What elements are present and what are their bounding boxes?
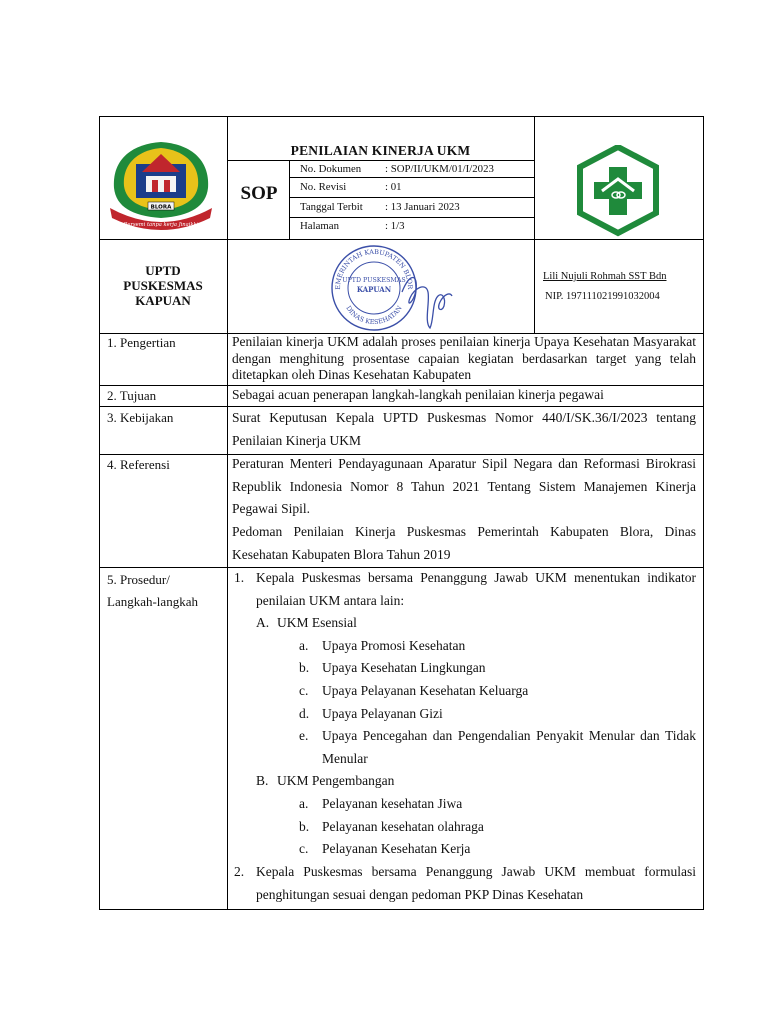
referensi-text-1: Peraturan Menteri Pendayagunaan Aparatur Sipil Negara dan Reformasi Birokrasi Republik Indonesia Nomor 8 Tahun 2021 Tentang Sistem Manajemen Kinerja Pegawai Sipil. [232, 456, 696, 517]
tujuan-text: Sebagai acuan penerapan langkah-langkah penilaian kinerja pegawai [232, 387, 604, 402]
pengertian-text: Penilaian kinerja UKM adalah proses penilaian kinerja Upaya Kesehatan Masyarakat dengan menghitung prosentase capaian kegiatan berdasarkan target yang telah ditetapkan oleh Dinas Kesehatan Kabupaten [232, 334, 696, 382]
group-a-item-number: b. [299, 660, 310, 675]
step-2-text: Kepala Puskesmas bersama Penanggung Jawab UKM membuat formulasi penghitungan sesuai dengan pedoman PKP Dinas Kesehatan [256, 864, 696, 902]
referensi-label: 4. Referensi [107, 457, 170, 472]
group-b-number: B. [256, 773, 269, 788]
org-name-line3: KAPUAN [135, 293, 191, 308]
group-a-item-number: d. [299, 706, 310, 721]
group-a-item-number: a. [299, 638, 309, 653]
handwritten-signature [396, 262, 456, 332]
stamp-bottom-text: DINAS KESEHATAN [344, 304, 404, 327]
meta-doc-number-label: No. Dokumen [300, 163, 362, 175]
meta-revision-label: No. Revisi [300, 181, 347, 193]
meta-revision-value: : 01 [385, 181, 402, 193]
group-a-item-text: Upaya Kesehatan Lingkungan [322, 660, 486, 675]
group-b-label: UKM Pengembangan [277, 773, 395, 788]
group-a-label: UKM Esensial [277, 615, 357, 630]
blora-regency-logo [106, 138, 216, 230]
column-divider [227, 116, 228, 910]
step-1-text: Kepala Puskesmas bersama Penanggung Jawab UKM menentukan indikator penilaian UKM antara lain: [256, 570, 696, 608]
org-name-line1: UPTD [145, 263, 181, 278]
org-name-line2: PUSKESMAS [123, 278, 203, 293]
group-a-item-text: Upaya Pelayanan Kesehatan Keluarga [322, 683, 529, 698]
meta-divider [289, 217, 534, 218]
svg-text:DINAS KESEHATAN [344, 304, 404, 326]
svg-text:Bersemi tanpa kerja Jinaikki: Bersemi tanpa kerja Jinaikki [123, 222, 199, 228]
group-b-item-text: Pelayanan kesehatan olahraga [322, 819, 484, 834]
group-a-item-text: Upaya Pencegahan dan Pengendalian Penyakit Menular dan Tidak Menular [322, 728, 696, 766]
step-1-number: 1. [234, 570, 245, 585]
stamp-center-line1: UPTD PUSKESMAS [342, 277, 406, 284]
meta-doc-number-value: : SOP/II/UKM/01/I/2023 [385, 163, 494, 175]
meta-divider [289, 197, 534, 198]
meta-page-value: : 1/3 [385, 220, 405, 232]
referensi-text-2: Pedoman Penilaian Kinerja Puskesmas Pemerintah Kabupaten Blora, Dinas Kesehatan Kabupaten Blora Tahun 2019 [232, 524, 696, 562]
title-divider [227, 160, 534, 161]
group-b-item-number: c. [299, 841, 309, 856]
prosedur-label-line1: 5. Prosedur/ [107, 572, 170, 587]
group-b-item-text: Pelayanan kesehatan Jiwa [322, 796, 463, 811]
meta-divider [289, 177, 534, 178]
meta-issue-date-label: Tanggal Terbit [300, 201, 363, 213]
svg-text:BLORA: BLORA [150, 204, 172, 211]
pengertian-label: 1. Pengertian [107, 335, 176, 350]
stamp-center-line2: KAPUAN [356, 285, 392, 294]
signer-nip: NIP. 197111021991032004 [545, 291, 660, 302]
column-divider [289, 160, 290, 240]
sop-label: SOP [240, 183, 278, 204]
step-2-number: 2. [234, 864, 245, 879]
health-ministry-logo [576, 145, 660, 237]
group-a-number: A. [256, 615, 270, 630]
column-divider [534, 116, 535, 334]
prosedur-label-line2: Langkah-langkah [107, 594, 198, 609]
meta-page-label: Halaman [300, 220, 339, 232]
kebijakan-text: Surat Keputusan Kepala UPTD Puskesmas Nomor 440/I/SK.36/I/2023 tentang Penilaian Kinerja UKM [232, 410, 696, 448]
group-a-item-number: c. [299, 683, 309, 698]
group-a-item-number: e. [299, 728, 309, 743]
meta-issue-date-value: : 13 Januari 2023 [385, 201, 460, 213]
row-divider [99, 239, 704, 240]
row-divider [99, 385, 704, 386]
stamp-top-text: EMERINTAH KABUPATEN BLOR [333, 247, 415, 290]
document-title: PENILAIAN KINERJA UKM [290, 143, 471, 158]
tujuan-label: 2. Tujuan [107, 388, 157, 403]
group-b-item-number: b. [299, 819, 310, 834]
group-a-item-text: Upaya Pelayanan Gizi [322, 706, 443, 721]
kebijakan-label: 3. Kebijakan [107, 410, 174, 425]
group-b-item-number: a. [299, 796, 309, 811]
signer-name: Lili Nujuli Rohmah SST Bdn [543, 271, 667, 282]
group-a-item-text: Upaya Promosi Kesehatan [322, 638, 466, 653]
group-b-item-text: Pelayanan Kesehatan Kerja [322, 841, 471, 856]
